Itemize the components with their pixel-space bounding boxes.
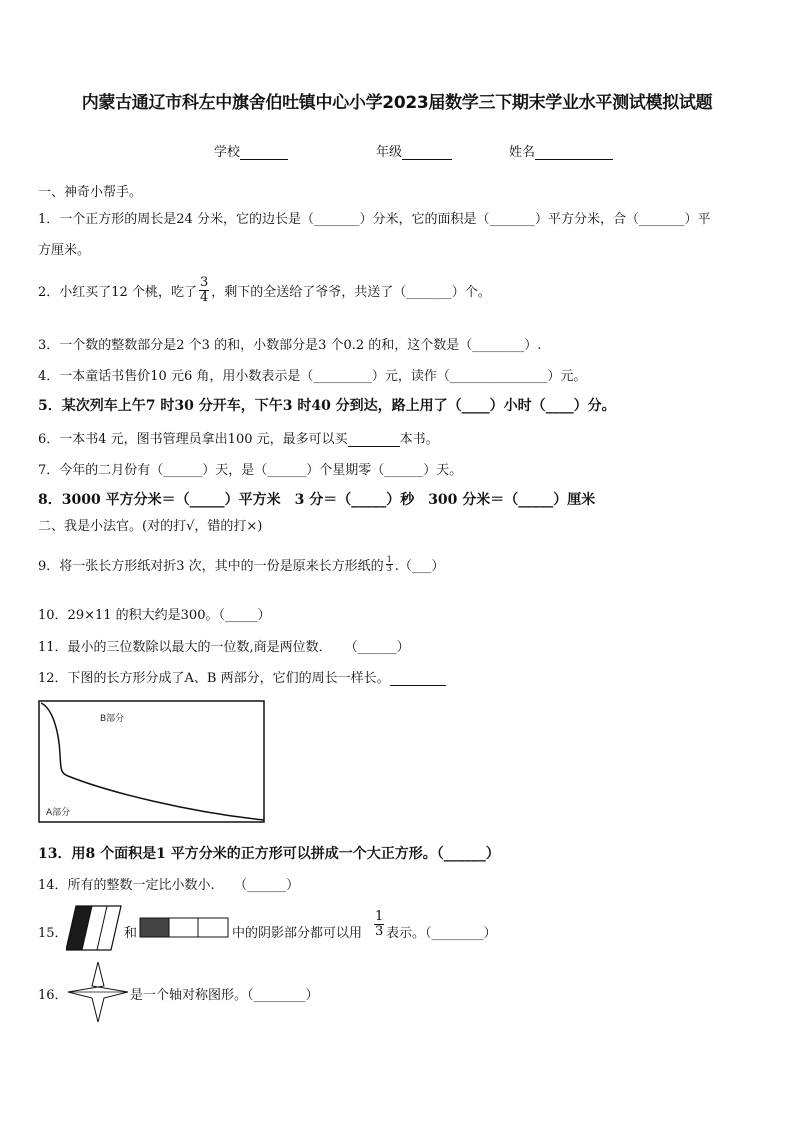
divider-2 (97, 906, 107, 950)
dividing-curve (41, 703, 264, 820)
shaded-strip (66, 906, 92, 950)
question-6 (38, 428, 439, 447)
fraction-denominator: 4 (199, 290, 209, 305)
question-2-text-b: ，剩下的全送给了爷爷，共送了（_______）个。 (211, 285, 491, 300)
exam-title: 内蒙古通辽市科左中旗舍伯吐镇中心小学2023届数学三下期末学业水平测试模拟试题 (81, 93, 713, 113)
name-blank[interactable] (535, 145, 613, 160)
grade-blank[interactable] (402, 145, 452, 160)
question-12 (38, 667, 446, 686)
parallelogram-shaded-icon (66, 904, 124, 952)
rectangle-thirds-icon (139, 917, 229, 939)
fraction-denominator: 3 (375, 924, 384, 939)
fraction-denominator: 3 (386, 564, 392, 573)
question-15-and: 和 (124, 926, 138, 941)
fraction-one-third (374, 910, 384, 939)
question-7: 7．今年的二月份有（______）天，是（______）个星期零（______）天。 (38, 463, 463, 478)
fraction-numerator: 1 (386, 555, 392, 564)
school-label: 学校 (214, 145, 241, 160)
label-b: B部分 (100, 714, 125, 724)
question-13: 13．用8 个面积是1 平方分米的正方形可以拼成一个大正方形。（______） (38, 846, 500, 862)
section-1-heading: 一、神奇小帮手。 (38, 185, 143, 200)
fraction-one-third-small (386, 556, 393, 573)
question-9 (38, 555, 444, 574)
question-6-text-a: 6．一本书4 元，图书管理员拿出100 元，最多可以买 (38, 432, 348, 447)
question-8: 8．3000 平方分米＝（_____）平方米 3 分＝（_____）秒 300 分米＝（_____）厘米 (38, 492, 596, 508)
grade-field (376, 141, 452, 160)
question-6-blank[interactable] (348, 433, 400, 447)
question-1-line1: 1．一个正方形的周长是24 分米，它的边长是（_______）分米，它的面积是（_______）平方分米，合（_______）平 (38, 212, 711, 227)
question-15-text-b: 中的阴影部分都可以用 (232, 926, 363, 941)
question-5: 5．某次列车上午7 时30 分开车，下午3 时40 分到达，路上用了（____）小时（____）分。 (38, 398, 616, 414)
name-label: 姓名 (509, 145, 536, 160)
question-12-text: 12．下图的长方形分成了A、B 两部分，它们的周长一样长。 (38, 671, 390, 686)
question-11: 11．最小的三位数除以最大的一位数,商是两位数． （______） (38, 640, 410, 655)
figure-border (39, 701, 264, 822)
question-1-line2: 方厘米。 (38, 243, 91, 258)
question-4: 4．一本童话书售价10 元6 角，用小数表示是（_________）元，读作（_______________）元。 (38, 369, 587, 384)
shaded-third (140, 918, 169, 937)
grade-label: 年级 (376, 145, 403, 160)
name-field (509, 141, 613, 160)
section-2-heading: 二、我是小法官。(对的打√，错的打×) (38, 519, 263, 534)
question-6-text-b: 本书。 (399, 432, 439, 447)
question-14: 14．所有的整数一定比小数小. （______） (38, 878, 300, 893)
question-10: 10．29×11 的积大约是300。（_____） (38, 608, 271, 623)
question-16-text: 是一个轴对称图形。（________） (130, 988, 319, 1003)
question-9-text-b: .（___） (394, 559, 445, 574)
pinwheel-shape-icon (66, 960, 130, 1024)
fraction-numerator: 3 (199, 275, 209, 290)
question-15-number: 15． (38, 926, 68, 941)
fraction-numerator: 1 (375, 909, 384, 924)
question-16-number: 16． (38, 988, 68, 1003)
question-9-text-a: 9．将一张长方形纸对折3 次，其中的一份是原来长方形纸的 (38, 559, 384, 574)
question-2-text-a: 2．小红买了12 个桃，吃了 (38, 285, 197, 300)
question-3: 3．一个数的整数部分是2 个3 的和，小数部分是3 个0.2 的和，这个数是（________）. (38, 338, 542, 353)
question-2 (38, 276, 491, 305)
school-field (214, 141, 288, 160)
question-12-blank[interactable] (390, 672, 446, 686)
fraction-three-quarters (199, 276, 209, 305)
label-a: A部分 (46, 808, 71, 818)
school-blank[interactable] (240, 145, 288, 160)
question-15-text-c: 表示。（________） (386, 926, 497, 941)
rectangle-figure (38, 700, 266, 824)
